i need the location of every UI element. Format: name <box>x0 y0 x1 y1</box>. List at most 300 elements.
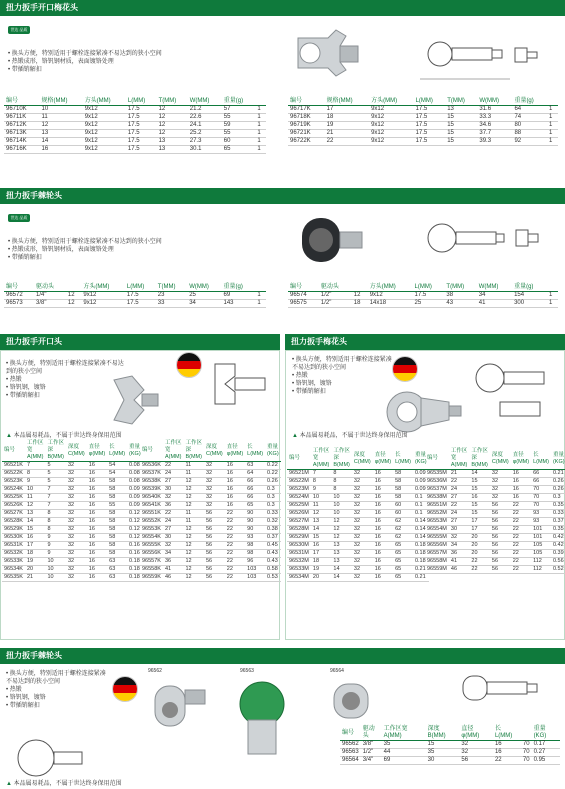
table-row <box>287 494 429 502</box>
table-cell: 32 <box>490 470 511 478</box>
table-cell: 0.14 <box>413 526 429 534</box>
table-row <box>140 470 281 478</box>
table-cell: 46 <box>449 566 470 574</box>
table-cell: 56 <box>490 510 511 518</box>
table-cell: 0.33 <box>265 510 281 518</box>
table-row <box>140 534 281 542</box>
feature-list <box>8 50 162 74</box>
table-cell: 12 <box>183 502 204 510</box>
table-cell: 60 <box>393 502 413 510</box>
table-row <box>2 542 143 550</box>
table-cell: 0.33 <box>551 510 565 518</box>
spec-table-right: 编号 工作区宽 A(MM) 工作区深 B(MM) 深度 C(MM) 直径 φ(MM) 长 L(MM) 重量 (KG) 96536K 22 11 32 16 63 0.22 96537K 24 11 32 16 64 0.22 96538K 27 12 32 16 66 0.26 96539K 30 12 32 16 66 0.3 96540K 32 12 32 16 66 0.3 96541K 36 12 32 16 65 0.3 96551K 22 11 56 22 90 0.33 96552K 24 11 56 22 90 0.32 96553K 27 12 56 22 90 0.38 96554K 30 12 56 22 93 0.37 96555K 32 12 56 22 98 0.45 96556K 34 12 56 22 98 0.43 96557K 36 12 56 22 96 0.43 96558K 41 12 56 22 103 0.58 96559K 46 12 56 22 103 0.53 <box>142 440 279 580</box>
table-cell: 93 <box>531 510 551 518</box>
table-cell: 32 <box>204 486 225 494</box>
table-cell: 58 <box>107 534 127 542</box>
table-row: 96710K 10 9x12 17.5 12 21.2 57 1 <box>4 106 266 114</box>
table-cell: 58 <box>393 486 413 494</box>
table-cell: 17 <box>469 518 490 526</box>
table-cell: 22 <box>225 526 245 534</box>
table-row <box>287 486 429 494</box>
table-cell: 66 <box>531 470 551 478</box>
table-cell: 12 <box>183 494 204 502</box>
table-cell: 12 <box>183 550 204 558</box>
table-cell: 0.22 <box>265 462 281 470</box>
table-row <box>425 518 565 526</box>
table-row <box>2 566 143 574</box>
table-cell: 32 <box>352 486 373 494</box>
table-row: 96713K 13 9x12 17.5 12 25.2 55 1 <box>4 130 266 138</box>
ring-head-diagram <box>460 356 560 426</box>
table-cell: 27 <box>449 494 470 502</box>
table-cell: 16 <box>373 478 393 486</box>
table-row <box>425 478 565 486</box>
table-cell: 12 <box>331 518 352 526</box>
table-cell: 13 <box>25 510 46 518</box>
table-cell: 8 <box>311 478 332 486</box>
table-cell: 0.18 <box>413 542 429 550</box>
table-cell: 32 <box>66 494 87 502</box>
table-row <box>140 518 281 526</box>
table-cell: 18 <box>311 558 332 566</box>
table-row <box>140 486 281 494</box>
spec-table-right: 编号 工作区宽 A(MM) 工作区深 B(MM) 深度 C(MM) 直径 φ(MM) 长 L(MM) 重量 (KG) 96535M 21 14 32 16 66 0.21 96536M 22 15 32 16 66 0.26 96537M 24 15 32 16 70 0.26 96538M 27 16 32 16 70 0.3 96551M 22 15 56 22 70 0.35 96552M 24 15 56 22 93 0.33 96553M 27 17 56 22 93 0.37 96554M 30 17 56 22 101 0.35 96555M 32 20 56 22 101 0.42 96556M 34 20 56 22 105 0.42 96557M 36 20 56 22 105 0.39 96558M 41 22 56 22 112 0.56 96559M 46 22 56 22 112 0.52 <box>427 448 565 572</box>
table-cell: 14 <box>311 526 332 534</box>
table-cell: 32 <box>490 486 511 494</box>
table-cell: 96558K <box>142 566 161 572</box>
table-cell: 96559M <box>427 566 447 572</box>
table-row <box>2 550 143 558</box>
open-head-diagram <box>205 354 275 424</box>
table-cell: 10 <box>331 510 352 518</box>
table-cell: 0.35 <box>551 526 565 534</box>
table-cell: 0.09 <box>413 470 429 478</box>
section-title: 扭力扳手棘轮头 <box>0 188 565 204</box>
open-ring-head-diagram <box>420 24 550 94</box>
table-cell: 70 <box>531 486 551 494</box>
table-cell: 32 <box>66 542 87 550</box>
feature-item: • 换头方便，特别适用于螺栓连接紧凑不易达到的狭小空间 <box>8 238 162 246</box>
image-label: 96563 <box>240 668 254 674</box>
table-cell: 13 <box>331 542 352 550</box>
table-cell: 96526M <box>289 510 309 516</box>
section-title: 扭力扳手梅花头 <box>285 334 565 350</box>
table-cell: 12 <box>183 486 204 494</box>
table-cell: 56 <box>490 558 511 566</box>
table-cell: 16 <box>469 494 490 502</box>
table-cell: 16 <box>373 566 393 574</box>
ratchet-head-diagram <box>420 210 550 270</box>
table-cell: 32 <box>66 550 87 558</box>
table-cell: 16 <box>87 542 107 550</box>
table-cell: 32 <box>163 494 184 502</box>
table-cell: 7 <box>45 494 66 502</box>
table-cell: 0.3 <box>551 494 565 502</box>
table-cell: 0.3 <box>265 486 281 494</box>
table-cell: 8 <box>45 526 66 534</box>
section-title: 扭力扳手棘轮头 <box>0 648 565 664</box>
table-row <box>287 550 429 558</box>
table-row: 96719K 19 9x12 17.5 15 34.6 80 1 <box>288 122 558 130</box>
table-cell: 96554M <box>427 526 447 532</box>
table-cell: 96529K <box>4 526 23 532</box>
table-cell: 20 <box>311 574 332 582</box>
table-cell: 17 <box>469 526 490 534</box>
table-cell: 16 <box>225 462 245 470</box>
table-cell: 16 <box>87 470 107 478</box>
table-cell: 0.3 <box>265 494 281 502</box>
table-cell: 12 <box>183 478 204 486</box>
table-cell: 32 <box>204 470 225 478</box>
table-cell: 96540K <box>142 494 161 500</box>
table-cell: 17 <box>311 550 332 558</box>
table-cell: 96539K <box>142 486 161 492</box>
table-cell: 0.39 <box>551 550 565 558</box>
table-cell: 9 <box>45 542 66 550</box>
table-cell: 90 <box>245 510 265 518</box>
table-cell: 0.37 <box>551 518 565 526</box>
table-cell: 63 <box>245 462 265 470</box>
table-cell: 16 <box>25 534 46 542</box>
section-title: 扭力扳手开口梅花头 <box>0 0 565 16</box>
table-cell: 96535K <box>4 574 23 580</box>
table-cell: 0.12 <box>127 510 143 518</box>
table-cell: 96541K <box>142 502 161 508</box>
table-cell: 60 <box>393 510 413 518</box>
table-cell: 96526K <box>4 502 23 508</box>
table-row: 96563 1/2" 44 35 32 16 70 0.27 <box>340 749 560 757</box>
ratchet-diagram <box>455 668 555 728</box>
table-cell: 24 <box>449 486 470 494</box>
table-cell: 22 <box>511 526 531 534</box>
table-cell: 56 <box>490 526 511 534</box>
feature-list <box>292 356 396 396</box>
table-cell: 16 <box>225 494 245 502</box>
table-cell: 98 <box>245 550 265 558</box>
table-cell: 19 <box>311 566 332 574</box>
table-cell: 8 <box>25 470 46 478</box>
table-cell: 14 <box>25 518 46 526</box>
table-cell: 32 <box>66 510 87 518</box>
table-cell: 66 <box>245 478 265 486</box>
table-cell: 96525K <box>4 494 23 500</box>
table-cell: 96558M <box>427 558 447 564</box>
table-cell: 56 <box>204 542 225 550</box>
table-cell: 16 <box>373 550 393 558</box>
table-cell: 21 <box>449 470 470 478</box>
table-cell: 27 <box>163 526 184 534</box>
table-cell: 8 <box>331 486 352 494</box>
table-cell: 12 <box>183 566 204 574</box>
table-cell: 12 <box>311 510 332 518</box>
table-cell: 16 <box>87 494 107 502</box>
table-cell: 58 <box>107 510 127 518</box>
table-cell: 32 <box>352 502 373 510</box>
table-cell: 36 <box>449 550 470 558</box>
table-cell: 12 <box>183 558 204 566</box>
table-cell: 101 <box>531 526 551 534</box>
feature-item: • 换头方便，特别适用于螺栓连接紧凑不易达到的狭小空间 <box>6 360 124 376</box>
table-cell: 16 <box>373 502 393 510</box>
table-cell: 9 <box>45 550 66 558</box>
table-cell: 63 <box>107 566 127 574</box>
table-cell: 96553K <box>142 526 161 532</box>
table-cell: 96532M <box>289 558 309 564</box>
table-cell: 16 <box>373 558 393 566</box>
table-cell: 22 <box>511 566 531 574</box>
table-cell: 5 <box>45 470 66 478</box>
table-cell: 24 <box>163 470 184 478</box>
table-cell: 58 <box>393 494 413 502</box>
table-cell: 34 <box>163 550 184 558</box>
table-row <box>287 526 429 534</box>
table-cell: 20 <box>469 550 490 558</box>
table-cell: 32 <box>352 494 373 502</box>
table-cell: 10 <box>331 494 352 502</box>
table-row <box>425 558 565 566</box>
table-row <box>140 550 281 558</box>
table-cell: 0.21 <box>413 574 429 582</box>
table-cell: 96530M <box>289 542 309 548</box>
table-cell: 16 <box>87 486 107 494</box>
table-cell: 32 <box>163 542 184 550</box>
table-cell: 96555M <box>427 534 447 540</box>
table-cell: 12 <box>331 534 352 542</box>
table-row: 96716K 16 9x12 17.5 13 30.1 65 1 <box>4 146 266 154</box>
table-cell: 34 <box>449 542 470 550</box>
table-cell: 16 <box>373 494 393 502</box>
table-cell: 22 <box>511 518 531 526</box>
spec-table-left: 编号 规格(MM) 方头(MM) L(MM) T(MM) W(MM) 重量(g) 96710K 10 9x12 17.5 12 21.2 57 1 96711K 11 9x12 17.5 12 22.6 55 1 96712K 12 9x12 17.5 12 24.1 59 1 96713K 13 9x12 17.5 12 25.2 55 1 96714K 14 9x12 17.5 13 27.3 60 1 96716K 16 9x12 17.5 13 30.1 65 1 <box>4 98 266 154</box>
table-cell: 0.14 <box>413 534 429 542</box>
table-cell: 8 <box>45 518 66 526</box>
table-cell: 0.09 <box>413 486 429 494</box>
table-cell: 56 <box>204 510 225 518</box>
table-cell: 32 <box>352 566 373 574</box>
table-cell: 8 <box>331 478 352 486</box>
table-cell: 8 <box>331 470 352 478</box>
table-row <box>140 542 281 550</box>
table-cell: 96556M <box>427 542 447 548</box>
table-cell: 62 <box>393 518 413 526</box>
table-row: 96718K 18 9x12 17.5 15 33.3 74 1 <box>288 114 558 122</box>
table-cell: 5 <box>45 462 66 470</box>
table-cell: 22 <box>449 478 470 486</box>
table-cell: 58 <box>393 478 413 486</box>
table-cell: 16 <box>373 574 393 582</box>
table-row: 96711K 11 9x12 17.5 12 22.6 55 1 <box>4 114 266 122</box>
table-cell: 96522K <box>4 470 23 476</box>
table-row: 96573 3/8" 12 9x12 17.5 33 34 143 1 <box>4 300 266 308</box>
table-cell: 12 <box>25 502 46 510</box>
notice: ▲ 本品属易耗品，不属于世达终身保用范围 <box>292 430 408 439</box>
table-cell: 32 <box>66 558 87 566</box>
table-cell: 96527M <box>289 518 309 524</box>
table-cell: 96529M <box>289 534 309 540</box>
table-cell: 96528M <box>289 526 309 532</box>
table-row: 96575 1/2" 18 14x18 25 43 41 300 1 <box>288 300 558 308</box>
table-row <box>140 478 281 486</box>
table-cell: 32 <box>66 534 87 542</box>
table-cell: 96552K <box>142 518 161 524</box>
table-cell: 58 <box>107 550 127 558</box>
table-cell: 112 <box>531 566 551 574</box>
table-cell: 30 <box>163 534 184 542</box>
table-cell: 0.26 <box>551 478 565 486</box>
table-cell: 32 <box>352 550 373 558</box>
table-cell: 103 <box>245 566 265 574</box>
table-cell: 11 <box>311 502 332 510</box>
table-row: 96721K 21 9x12 17.5 15 37.7 88 1 <box>288 130 558 138</box>
table-cell: 8 <box>45 510 66 518</box>
table-cell: 0.18 <box>413 558 429 566</box>
table-cell: 56 <box>204 518 225 526</box>
table-cell: 36 <box>163 502 184 510</box>
table-cell: 96531K <box>4 542 23 548</box>
feature-item: • 换头方便，特别适用于螺栓连接紧凑不易达到的狭小空间 <box>8 50 162 58</box>
table-cell: 0.26 <box>551 486 565 494</box>
table-cell: 96531M <box>289 550 309 556</box>
ratchet-head-image <box>292 206 372 276</box>
table-row <box>287 542 429 550</box>
table-cell: 10 <box>45 566 66 574</box>
table-cell: 32 <box>352 518 373 526</box>
table-row <box>2 462 143 470</box>
table-cell: 96524M <box>289 494 309 500</box>
table-row <box>425 502 565 510</box>
table-cell: 16 <box>373 510 393 518</box>
table-row <box>2 478 143 486</box>
table-cell: 32 <box>352 542 373 550</box>
table-row: 96564 3/4" 69 30 56 22 70 0.95 <box>340 757 560 765</box>
table-cell: 66 <box>245 486 265 494</box>
table-row <box>2 510 143 518</box>
table-cell: 16 <box>87 550 107 558</box>
table-cell: 22 <box>225 534 245 542</box>
table-cell: 58 <box>393 470 413 478</box>
table-cell: 0.21 <box>413 566 429 574</box>
table-cell: 22 <box>511 502 531 510</box>
table-cell: 96537M <box>427 486 447 492</box>
table-cell: 56 <box>490 518 511 526</box>
table-cell: 56 <box>204 526 225 534</box>
table-cell: 0.42 <box>551 534 565 542</box>
table-cell: 96538M <box>427 494 447 500</box>
table-cell: 0.12 <box>127 534 143 542</box>
table-row: 96572 1/4" 12 9x12 17.5 23 25 69 1 <box>4 292 266 300</box>
table-cell: 16 <box>225 470 245 478</box>
table-cell: 32 <box>490 478 511 486</box>
table-cell: 96535M <box>427 470 447 476</box>
table-cell: 22 <box>225 566 245 574</box>
table-cell: 32 <box>66 574 87 582</box>
table-cell: 56 <box>490 550 511 558</box>
table-cell: 10 <box>311 494 332 502</box>
table-cell: 22 <box>225 518 245 526</box>
feature-item: • 带插销解扣 <box>8 66 162 74</box>
table-cell: 0.53 <box>265 574 281 582</box>
table-cell: 103 <box>245 574 265 582</box>
notice: ▲ 本品属易耗品，不属于世达终身保用范围 <box>6 430 122 439</box>
table-cell: 16 <box>373 470 393 478</box>
table-cell: 96527K <box>4 510 23 516</box>
table-cell: 21 <box>25 574 46 582</box>
table-cell: 0.16 <box>127 550 143 558</box>
table-row <box>2 526 143 534</box>
brand-badge: 世达 品质 <box>8 26 30 34</box>
table-cell: 0.08 <box>127 478 143 486</box>
table-cell: 101 <box>531 534 551 542</box>
table-row <box>287 534 429 542</box>
table-row <box>2 574 143 582</box>
table-cell: 16 <box>87 526 107 534</box>
table-cell: 15 <box>469 510 490 518</box>
table-cell: 56 <box>204 566 225 574</box>
table-cell: 9 <box>45 534 66 542</box>
table-cell: 32 <box>204 462 225 470</box>
table-cell: 22 <box>511 550 531 558</box>
table-cell: 0.09 <box>127 502 143 510</box>
feature-list <box>6 670 110 710</box>
open-head-image <box>104 370 164 430</box>
table-cell: 0.1 <box>413 510 429 518</box>
table-cell: 22 <box>469 558 490 566</box>
feature-item: • 带插销解扣 <box>6 702 110 710</box>
table-cell: 0.18 <box>127 558 143 566</box>
table-cell: 41 <box>163 566 184 574</box>
table-cell: 32 <box>352 558 373 566</box>
table-row <box>140 502 281 510</box>
spec-table-left: 编号 工作区宽 A(MM) 工作区深 B(MM) 深度 C(MM) 直径 φ(MM) 长 L(MM) 重量 (KG) 96521M 7 8 32 16 58 0.09 96522M 8 8 32 16 58 0.09 96523M 9 8 32 16 58 0.09 96524M 10 10 32 16 58 0.1 96525M 11 10 32 16 60 0.1 96526M 12 10 32 16 60 0.1 96527M 13 12 32 16 62 0.14 96528M 14 12 32 16 62 0.14 96529M 15 12 32 16 62 0.14 96530M 16 13 32 16 65 0.18 96531M 17 13 32 16 65 0.18 96532M 18 13 32 16 65 0.18 96533M 19 14 32 16 65 0.21 96534M 20 14 32 16 65 0.21 <box>289 448 427 580</box>
section-title: 扭力扳手开口头 <box>0 334 280 350</box>
table-cell: 22 <box>511 534 531 542</box>
table-cell: 32 <box>352 574 373 582</box>
table-row <box>425 550 565 558</box>
table-cell: 66 <box>245 494 265 502</box>
table-cell: 96530K <box>4 534 23 540</box>
table-cell: 16 <box>87 558 107 566</box>
table-cell: 16 <box>373 526 393 534</box>
table-cell: 20 <box>469 542 490 550</box>
table-cell: 22 <box>449 502 470 510</box>
table-cell: 0.3 <box>265 502 281 510</box>
table-cell: 93 <box>245 534 265 542</box>
table-row: 96717K 17 9x12 17.5 13 31.6 64 1 <box>288 106 558 114</box>
table-cell: 66 <box>531 478 551 486</box>
table-row: 96712K 12 9x12 17.5 12 24.1 59 1 <box>4 122 266 130</box>
table-cell: 22 <box>225 542 245 550</box>
table-cell: 15 <box>311 534 332 542</box>
spec-table: 编号 驱动头 工作区宽 A(MM) 深度 B(MM) 直径 φ(MM) 长 L(MM) 重量 (KG) 96562 3/8" 35 15 32 16 70 0.17 96563 1/2" 44 35 32 16 70 0.27 96564 3/4" 69 30 56 22 70 0.95 <box>340 726 560 765</box>
table-cell: 12 <box>183 534 204 542</box>
table-row <box>287 566 429 574</box>
table-row <box>140 566 281 574</box>
table-row <box>425 470 565 478</box>
table-cell: 93 <box>531 518 551 526</box>
table-cell: 15 <box>469 478 490 486</box>
table-cell: 65 <box>393 566 413 574</box>
table-cell: 32 <box>66 462 87 470</box>
table-cell: 12 <box>183 526 204 534</box>
table-cell: 9 <box>25 478 46 486</box>
table-cell: 20 <box>25 566 46 574</box>
table-cell: 96536K <box>142 462 161 468</box>
table-cell: 112 <box>531 558 551 566</box>
table-cell: 96528K <box>4 518 23 524</box>
table-cell: 58 <box>107 526 127 534</box>
table-cell: 70 <box>531 502 551 510</box>
table-cell: 19 <box>25 558 46 566</box>
